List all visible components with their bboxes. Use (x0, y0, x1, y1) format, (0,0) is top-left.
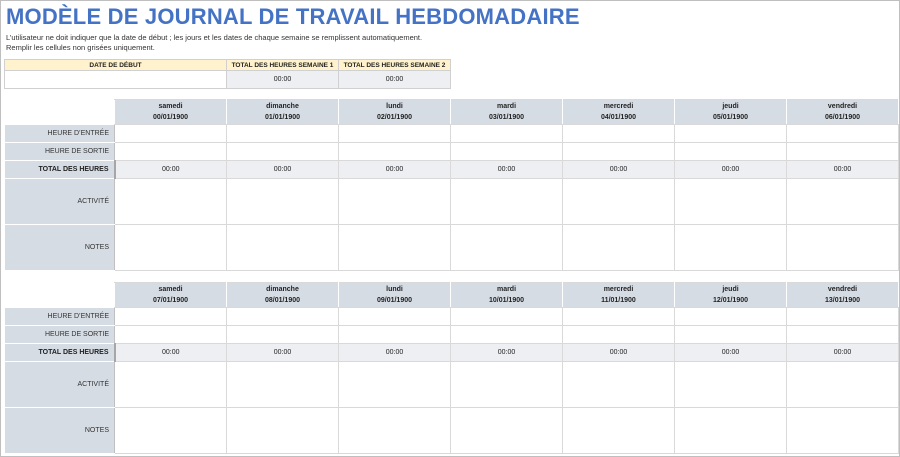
total-hours-cell: 00:00 (339, 161, 451, 179)
row-label-activity: ACTIVITÉ (5, 179, 115, 225)
total-hours-cell: 00:00 (563, 344, 675, 362)
notes-cell[interactable] (115, 225, 227, 271)
day-date: 00/01/1900 (152, 114, 189, 121)
day-date: 07/01/1900 (152, 297, 189, 304)
day-header (787, 100, 899, 125)
day-name: vendredi (827, 103, 858, 110)
day-header (115, 283, 227, 308)
activity-cell[interactable] (675, 362, 787, 408)
corner-blank (5, 100, 115, 125)
day-header (451, 283, 563, 308)
total-hours-cell: 00:00 (675, 344, 787, 362)
entry-time-cell[interactable] (227, 125, 339, 143)
entry-time-cell[interactable] (339, 308, 451, 326)
instructions (6, 33, 422, 53)
day-name: mercredi (603, 103, 634, 110)
total-hours-cell: 00:00 (227, 161, 339, 179)
row-label-entry: HEURE D’ENTRÉE (5, 125, 115, 143)
entry-time-cell[interactable] (675, 308, 787, 326)
notes-cell[interactable] (787, 408, 899, 454)
total-hours-cell: 00:00 (115, 161, 227, 179)
notes-cell[interactable] (563, 408, 675, 454)
total-hours-cell: 00:00 (563, 161, 675, 179)
exit-time-cell[interactable] (339, 143, 451, 161)
exit-time-cell[interactable] (227, 143, 339, 161)
activity-cell[interactable] (675, 179, 787, 225)
total-hours-cell: 00:00 (451, 344, 563, 362)
day-date: 11/01/1900 (601, 297, 636, 304)
day-name: samedi (158, 103, 183, 110)
activity-cell[interactable] (563, 362, 675, 408)
day-date: 10/01/1900 (488, 297, 525, 304)
exit-time-cell[interactable] (451, 326, 563, 344)
day-date: 03/01/1900 (488, 114, 525, 121)
total-week2-value: 00:00 (339, 71, 451, 89)
notes-cell[interactable] (115, 408, 227, 454)
row-label-total: TOTAL DES HEURES (5, 161, 115, 179)
day-name: mardi (496, 286, 517, 293)
exit-time-cell[interactable] (115, 326, 227, 344)
corner-blank (5, 283, 115, 308)
row-label-exit: HEURE DE SORTIE (5, 143, 115, 161)
day-date: 04/01/1900 (600, 114, 637, 121)
day-name: lundi (386, 103, 403, 110)
entry-time-cell[interactable] (451, 308, 563, 326)
activity-cell[interactable] (451, 179, 563, 225)
day-name: dimanche (266, 103, 299, 110)
row-label-notes: NOTES (5, 225, 115, 271)
notes-cell[interactable] (227, 225, 339, 271)
day-date: 13/01/1900 (824, 297, 861, 304)
entry-time-cell[interactable] (563, 125, 675, 143)
exit-time-cell[interactable] (563, 326, 675, 344)
day-date: 05/01/1900 (712, 114, 749, 121)
entry-time-cell[interactable] (451, 125, 563, 143)
total-hours-cell: 00:00 (227, 344, 339, 362)
exit-time-cell[interactable] (787, 143, 899, 161)
day-header (675, 100, 787, 125)
entry-time-cell[interactable] (115, 125, 227, 143)
notes-cell[interactable] (339, 408, 451, 454)
instruction-line: L’utilisateur ne doit indiquer que la date de début ; les jours et les dates de chaque semaine se remplissent automatiquement. (6, 33, 423, 42)
notes-cell[interactable] (227, 408, 339, 454)
notes-cell[interactable] (451, 225, 563, 271)
day-date: 08/01/1900 (264, 297, 301, 304)
day-name: mercredi (603, 286, 634, 293)
row-label-exit: HEURE DE SORTIE (5, 326, 115, 344)
day-date: 06/01/1900 (824, 114, 861, 121)
total-week1-value: 00:00 (227, 71, 339, 89)
total-hours-cell: 00:00 (115, 344, 227, 362)
activity-cell[interactable] (451, 362, 563, 408)
day-name: samedi (158, 286, 183, 293)
day-header (787, 283, 899, 308)
day-date: 01/01/1900 (264, 114, 301, 121)
day-date: 12/01/1900 (712, 297, 749, 304)
exit-time-cell[interactable] (675, 326, 787, 344)
exit-time-cell[interactable] (563, 143, 675, 161)
day-header (563, 100, 675, 125)
activity-cell[interactable] (115, 179, 227, 225)
row-label-activity: ACTIVITÉ (5, 362, 115, 408)
notes-cell[interactable] (451, 408, 563, 454)
exit-time-cell[interactable] (339, 326, 451, 344)
entry-time-cell[interactable] (115, 308, 227, 326)
day-date: 09/01/1900 (376, 297, 413, 304)
entry-time-cell[interactable] (563, 308, 675, 326)
total-week1-header: TOTAL DES HEURES SEMAINE 1 (227, 60, 339, 71)
row-label-notes: NOTES (5, 408, 115, 454)
entry-time-cell[interactable] (787, 308, 899, 326)
exit-time-cell[interactable] (115, 143, 227, 161)
activity-cell[interactable] (787, 362, 899, 408)
week-2-table (4, 282, 899, 454)
notes-cell[interactable] (675, 225, 787, 271)
day-header (451, 100, 563, 125)
activity-cell[interactable] (339, 362, 451, 408)
entry-time-cell[interactable] (675, 125, 787, 143)
activity-cell[interactable] (563, 179, 675, 225)
activity-cell[interactable] (339, 179, 451, 225)
day-name: mardi (496, 103, 517, 110)
row-label-total: TOTAL DES HEURES (5, 344, 115, 362)
day-header (227, 283, 339, 308)
exit-time-cell[interactable] (675, 143, 787, 161)
day-header (227, 100, 339, 125)
day-date: 02/01/1900 (376, 114, 413, 121)
week-1-table (4, 99, 899, 271)
day-name: vendredi (827, 286, 858, 293)
notes-cell[interactable] (563, 225, 675, 271)
total-week2-header: TOTAL DES HEURES SEMAINE 2 (339, 60, 451, 71)
notes-cell[interactable] (675, 408, 787, 454)
notes-cell[interactable] (787, 225, 899, 271)
day-header (339, 100, 451, 125)
total-hours-cell: 00:00 (787, 344, 899, 362)
start-date-input[interactable] (5, 71, 227, 89)
entry-time-cell[interactable] (339, 125, 451, 143)
activity-cell[interactable] (227, 179, 339, 225)
day-name: lundi (386, 286, 403, 293)
entry-time-cell[interactable] (787, 125, 899, 143)
entry-time-cell[interactable] (227, 308, 339, 326)
day-name: dimanche (266, 286, 299, 293)
exit-time-cell[interactable] (451, 143, 563, 161)
notes-cell[interactable] (339, 225, 451, 271)
page-title: MODÈLE DE JOURNAL DE TRAVAIL HEBDOMADAIRE (6, 4, 580, 29)
total-hours-cell: 00:00 (787, 161, 899, 179)
total-hours-cell: 00:00 (339, 344, 451, 362)
day-header (675, 283, 787, 308)
exit-time-cell[interactable] (787, 326, 899, 344)
start-date-header: DATE DE DÉBUT (5, 60, 227, 71)
day-header (339, 283, 451, 308)
day-header (563, 283, 675, 308)
exit-time-cell[interactable] (227, 326, 339, 344)
total-hours-cell: 00:00 (675, 161, 787, 179)
instruction-line: Remplir les cellules non grisées uniquement. (6, 43, 155, 52)
day-name: jeudi (722, 286, 739, 293)
day-name: jeudi (722, 103, 739, 110)
activity-cell[interactable] (787, 179, 899, 225)
total-hours-cell: 00:00 (451, 161, 563, 179)
activity-cell[interactable] (227, 362, 339, 408)
start-date-table (4, 59, 451, 89)
day-header (115, 100, 227, 125)
row-label-entry: HEURE D’ENTRÉE (5, 308, 115, 326)
activity-cell[interactable] (115, 362, 227, 408)
